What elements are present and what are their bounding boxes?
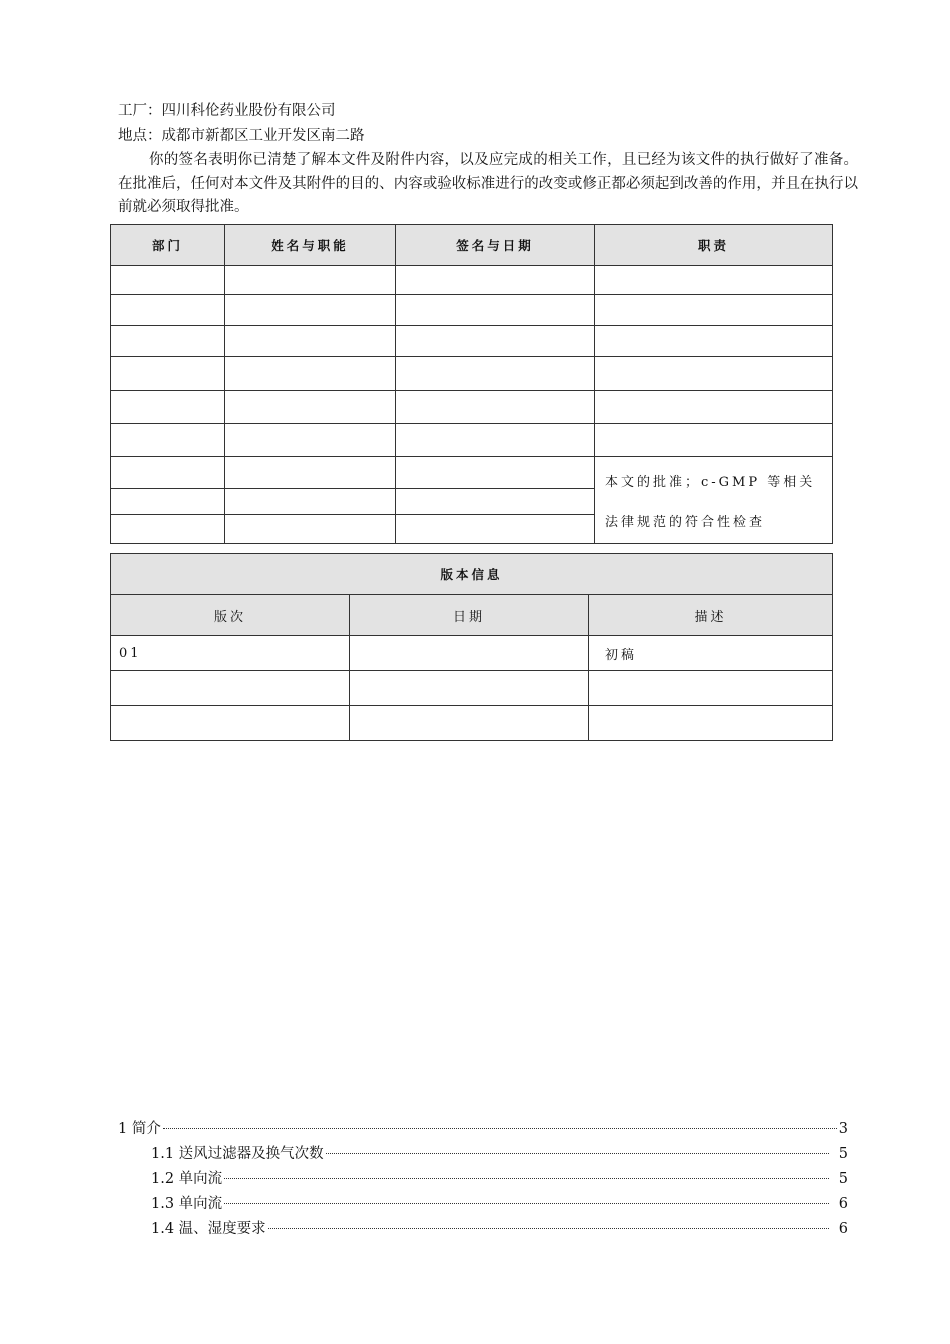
version-header-row bbox=[111, 595, 833, 636]
description-cell[interactable] bbox=[589, 671, 833, 706]
name-cell[interactable] bbox=[225, 266, 396, 295]
toc-entry[interactable] bbox=[118, 1118, 848, 1140]
responsibility-text: 本文的批准；c-GMP 等相关法律规范的符合性检查 bbox=[595, 457, 833, 544]
table-row bbox=[111, 424, 833, 457]
date-cell[interactable] bbox=[350, 706, 589, 741]
version-table-title: 版本信息 bbox=[111, 554, 833, 595]
department-cell[interactable] bbox=[111, 457, 225, 489]
department-cell[interactable] bbox=[111, 514, 225, 543]
signature-cell[interactable] bbox=[396, 514, 595, 543]
toc-entry[interactable] bbox=[151, 1193, 848, 1215]
table-row bbox=[111, 357, 833, 391]
department-cell[interactable] bbox=[111, 424, 225, 457]
responsibility-cell[interactable] bbox=[595, 424, 833, 457]
toc-title: 1.3 单向流 bbox=[151, 1196, 223, 1212]
responsibility-cell[interactable] bbox=[595, 357, 833, 391]
table-row bbox=[111, 295, 833, 326]
signature-cell[interactable] bbox=[396, 266, 595, 295]
toc-title: 1.1 送风过滤器及换气次数 bbox=[151, 1146, 324, 1162]
toc-title: 1.4 温、湿度要求 bbox=[151, 1221, 266, 1237]
date-cell[interactable] bbox=[350, 636, 589, 671]
toc-page: 6 bbox=[838, 1196, 848, 1212]
responsibility-cell[interactable] bbox=[595, 326, 833, 357]
toc-page: 5 bbox=[838, 1146, 848, 1162]
toc-page: 3 bbox=[838, 1121, 848, 1137]
version-cell[interactable]: 01 bbox=[111, 636, 350, 671]
responsibility-cell[interactable] bbox=[595, 266, 833, 295]
signature-cell[interactable] bbox=[396, 326, 595, 357]
toc-leader bbox=[224, 1178, 829, 1179]
table-row bbox=[111, 636, 833, 671]
description-cell[interactable] bbox=[589, 706, 833, 741]
table-row bbox=[111, 391, 833, 424]
header-name-role: 姓名与职能 bbox=[225, 225, 396, 266]
signature-cell[interactable] bbox=[396, 357, 595, 391]
responsibility-cell[interactable] bbox=[595, 391, 833, 424]
header-version: 版次 bbox=[111, 595, 350, 636]
toc-title: 1 简介 bbox=[118, 1121, 161, 1137]
department-cell[interactable] bbox=[111, 266, 225, 295]
header-responsibility: 职责 bbox=[595, 225, 833, 266]
signature-cell[interactable] bbox=[396, 457, 595, 489]
department-cell[interactable] bbox=[111, 295, 225, 326]
responsibility-cell[interactable] bbox=[595, 295, 833, 326]
toc-leader bbox=[163, 1128, 837, 1129]
department-cell[interactable] bbox=[111, 326, 225, 357]
toc-leader bbox=[224, 1203, 829, 1204]
signature-cell[interactable] bbox=[396, 295, 595, 326]
signature-cell[interactable] bbox=[396, 424, 595, 457]
toc-leader bbox=[326, 1153, 829, 1154]
department-cell[interactable] bbox=[111, 391, 225, 424]
toc-entry[interactable] bbox=[151, 1143, 848, 1165]
name-cell[interactable] bbox=[225, 326, 396, 357]
name-cell[interactable] bbox=[225, 391, 396, 424]
factory-line: 工厂：四川科伦药业股份有限公司 bbox=[118, 103, 336, 119]
signature-cell[interactable] bbox=[396, 391, 595, 424]
table-row bbox=[111, 671, 833, 706]
header-description: 描述 bbox=[589, 595, 833, 636]
version-cell[interactable] bbox=[111, 706, 350, 741]
toc-page: 5 bbox=[838, 1171, 848, 1187]
signature-cell[interactable] bbox=[396, 488, 595, 514]
header-date: 日期 bbox=[350, 595, 589, 636]
name-cell[interactable] bbox=[225, 514, 396, 543]
toc-title: 1.2 单向流 bbox=[151, 1171, 223, 1187]
department-cell[interactable] bbox=[111, 488, 225, 514]
version-cell[interactable] bbox=[111, 671, 350, 706]
location-line: 地点：成都市新都区工业开发区南二路 bbox=[118, 128, 365, 144]
table-row bbox=[111, 326, 833, 357]
toc-page: 6 bbox=[838, 1221, 848, 1237]
description-cell[interactable]: 初稿 bbox=[589, 636, 833, 671]
department-cell[interactable] bbox=[111, 357, 225, 391]
name-cell[interactable] bbox=[225, 457, 396, 489]
version-table bbox=[110, 553, 833, 741]
name-cell[interactable] bbox=[225, 295, 396, 326]
approval-table bbox=[110, 224, 833, 544]
table-row bbox=[111, 457, 833, 489]
name-cell[interactable] bbox=[225, 424, 396, 457]
approval-header-row bbox=[111, 225, 833, 266]
table-row bbox=[111, 266, 833, 295]
header-department: 部门 bbox=[111, 225, 225, 266]
toc-entry[interactable] bbox=[151, 1218, 848, 1240]
toc-leader bbox=[268, 1228, 829, 1229]
table-row bbox=[111, 706, 833, 741]
signature-statement: 你的签名表明你已清楚了解本文件及附件内容，以及应完成的相关工作，且已经为该文件的执行做好了准备。在批准后，任何对本文件及其附件的目的、内容或验收标准进行的改变或修正都必须起到改善的作用，并且在执行以前就必须取得批准。 bbox=[118, 152, 858, 215]
date-cell[interactable] bbox=[350, 671, 589, 706]
header-signature-date: 签名与日期 bbox=[396, 225, 595, 266]
name-cell[interactable] bbox=[225, 488, 396, 514]
name-cell[interactable] bbox=[225, 357, 396, 391]
toc-entry[interactable] bbox=[151, 1168, 848, 1190]
